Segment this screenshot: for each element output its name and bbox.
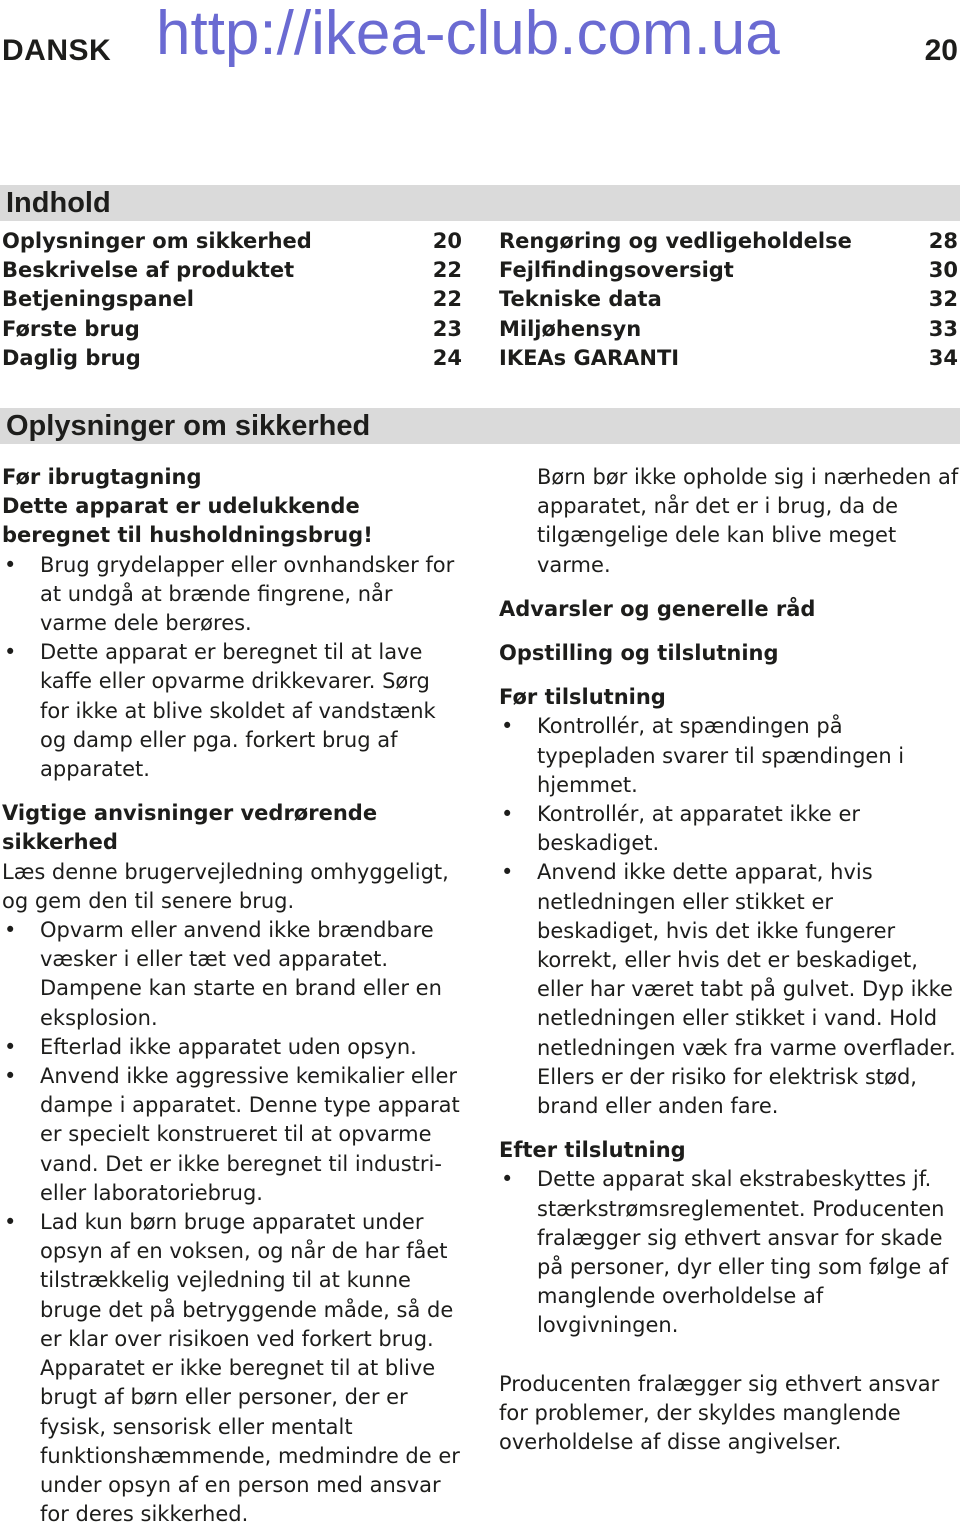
toc-entry-page: 30 [928, 258, 958, 283]
household-use-notice: Dette apparat er udelukkende beregnet til husholdningsbrug! [2, 494, 373, 548]
toc-entry[interactable] [2, 315, 462, 344]
watermark-url: http://ikea-club.com.ua [156, 0, 780, 68]
page-number: 20 [924, 34, 958, 67]
toc-entry-page: 22 [432, 287, 462, 312]
toc-entry[interactable] [499, 256, 958, 285]
subheading-before-connection: Før tilslutning [499, 685, 666, 710]
toc-entry-label: IKEAs GARANTI [499, 345, 680, 370]
toc-entry-label: Tekniske data [499, 287, 662, 312]
right-column [499, 463, 959, 1457]
list-item: • Dette apparat skal ekstrabeskyttes jf. stærkstrømsreglementet. Producenten fralægger sig ethvert ansvar for skade på personer, dyr eller ting som følge af manglende overholdelse af lovgivningen. [499, 1165, 959, 1340]
toc-entry[interactable] [499, 344, 958, 373]
list-item: • Anvend ikke dette apparat, hvis netledningen eller stikket er beskadiget, hvis det ikke fungerer korrekt, eller hvis det er beskadiget, eller har været tabt på gulvet. Dyp ikke netledningen eller stikket i vand. Hold netledningen væk fra varme overflader. Ellers er der risiko for elektrisk stød, brand eller anden fare. [499, 858, 959, 1121]
toc-entry[interactable] [499, 227, 958, 256]
toc-entry-label: Beskrivelse af produktet [2, 258, 295, 283]
subheading-after-connection: Efter tilslutning [499, 1138, 686, 1163]
toc-entry[interactable] [2, 227, 462, 256]
toc-entry[interactable] [2, 285, 462, 314]
list-item: • Dette apparat er beregnet til at lave kaffe eller opvarme drikkevarer. Sørg for ikke at blive skoldet af vandstænk og damp eller pga. forkert brug af apparatet. [2, 638, 464, 784]
toc-entry-page: 23 [432, 316, 462, 341]
toc-entry-label: Fejlfindingsoversigt [499, 258, 734, 283]
toc-entry[interactable] [2, 256, 462, 285]
toc-entry-label: Første brug [2, 316, 140, 341]
toc-entry-label: Miljøhensyn [499, 316, 642, 341]
language-label: DANSK [2, 34, 112, 67]
section-title-bar [0, 408, 960, 444]
section-title: Oplysninger om sikkerhed [6, 410, 371, 442]
toc-entry[interactable] [2, 344, 462, 373]
toc-entry[interactable] [499, 285, 958, 314]
toc-left [2, 227, 462, 373]
list-item: • Anvend ikke aggressive kemikalier eller dampe i apparatet. Denne type apparat er specielt konstrueret til at opvarme vand. Det er ikke beregnet til industri- eller laboratoriebrug. [2, 1062, 464, 1208]
list-item: • Lad kun børn bruge apparatet under opsyn af en voksen, og når de har fået tilstrækkelig vejledning til at kunne bruge det på betryggende måde, så de er klar over risikoen ved forkert brug. Apparatet er ikke beregnet til at blive brugt af børn eller personer, der er fysisk, sensorisk eller mentalt funktionshæmmende, medmindre de er under opsyn af en person med ansvar for deres sikkerhed. [2, 1208, 464, 1529]
toc-title-bar [0, 185, 960, 221]
toc-entry-page: 34 [928, 345, 958, 370]
closing-paragraph: Producenten fralægger sig ethvert ansvar for problemer, der skyldes manglende overholdelse af disse angivelser. [499, 1371, 940, 1455]
subheading-warnings: Advarsler og generelle råd [499, 596, 816, 621]
subheading-important-safety: Vigtige anvisninger vedrørende sikkerhed [2, 801, 378, 855]
continued-paragraph: Børn bør ikke opholde sig i nærheden af apparatet, når det er i brug, da de tilgængelige dele kan blive meget varme. [537, 465, 959, 577]
list-item: • Opvarm eller anvend ikke brændbare væsker i eller tæt ved apparatet. Dampene kan starte en brand eller en eksplosion. [2, 916, 464, 1033]
toc-right [499, 227, 958, 373]
toc-entry-label: Betjeningspanel [2, 287, 194, 312]
toc-entry-page: 28 [928, 229, 958, 253]
toc-entry-label: Rengøring og vedligeholdelse [499, 229, 852, 253]
toc-title: Indhold [6, 187, 111, 219]
toc-entry-page: 33 [928, 316, 958, 341]
list-item: • Efterlad ikke apparatet uden opsyn. [2, 1033, 464, 1062]
toc-entry-label: Oplysninger om sikkerhed [2, 229, 312, 253]
toc-entry-page: 24 [432, 345, 462, 370]
subheading-setup: Opstilling og tilslutning [499, 641, 779, 666]
list-item: • Brug grydelapper eller ovnhandsker for at undgå at brænde fingrene, når varme dele berøres. [2, 551, 464, 639]
list-item: • Kontrollér, at spændingen på typepladen svarer til spændingen i hjemmet. [499, 712, 959, 800]
toc-entry-page: 32 [928, 287, 958, 312]
toc-entry-page: 20 [432, 229, 462, 253]
list-item: • Kontrollér, at apparatet ikke er beskadiget. [499, 800, 959, 858]
toc-entry[interactable] [499, 315, 958, 344]
toc-entry-label: Daglig brug [2, 345, 141, 370]
left-column [2, 463, 464, 1529]
intro-paragraph: Læs denne brugervejledning omhyggeligt, og gem den til senere brug. [2, 859, 449, 913]
subheading-before-use: Før ibrugtagning [2, 465, 202, 489]
toc-entry-page: 22 [432, 258, 462, 283]
